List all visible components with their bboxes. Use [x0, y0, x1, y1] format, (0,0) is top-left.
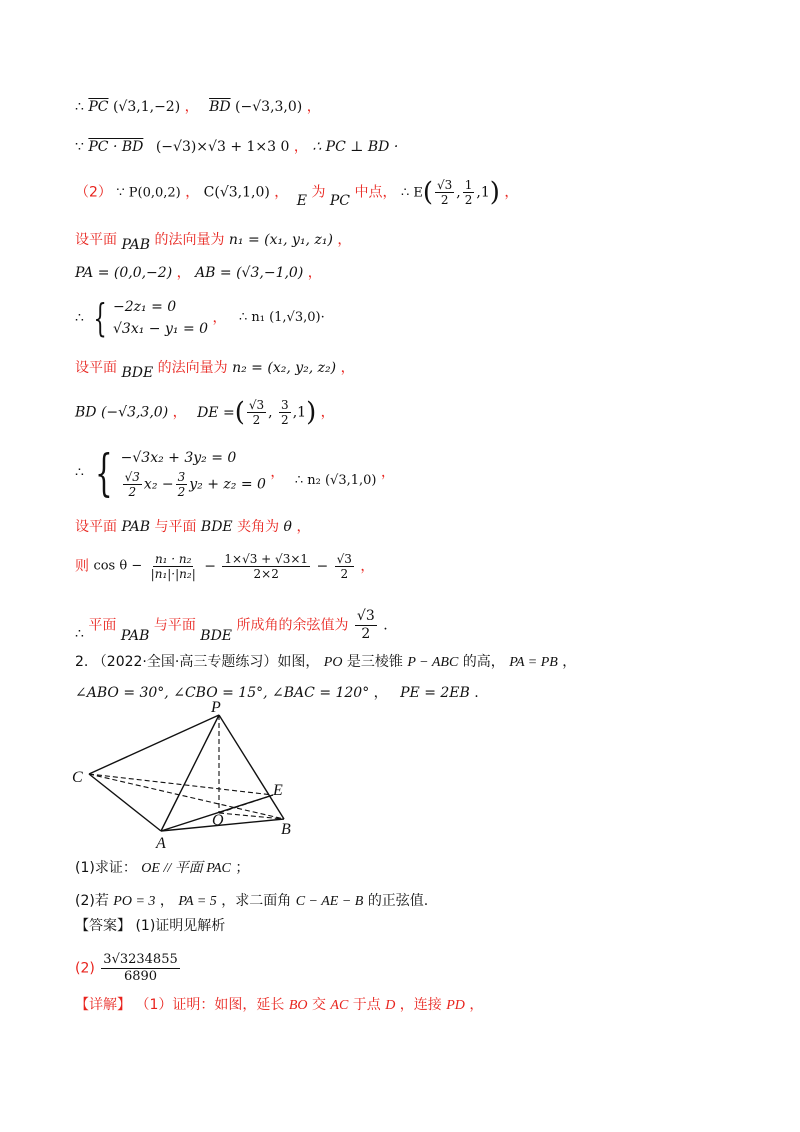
therefore-symbol: ∴: [75, 310, 84, 326]
equation: −2z₁ = 0: [113, 299, 177, 315]
frac-num: √3: [356, 608, 375, 624]
equation: √3x₁ − y₁ = 0: [113, 321, 209, 337]
plane-pab: PAB: [120, 627, 150, 644]
segment-pc: PC: [329, 192, 351, 209]
segment-pd: PD: [446, 998, 465, 1013]
label-e: E: [273, 782, 283, 799]
plane-pab: PAB: [121, 237, 150, 253]
vector-pc-value: (√3,1,−2): [112, 99, 181, 115]
comma: ，: [274, 184, 289, 201]
minus: −: [316, 558, 329, 575]
equation-system-1: [113, 296, 208, 340]
dot-product-calc: (−√3)×√3 + 1×3 0: [155, 139, 290, 155]
answer-line-2: [75, 952, 182, 985]
frac-num: 3: [281, 398, 289, 412]
segment-po: PO: [323, 655, 343, 670]
frac-den: 2: [361, 626, 371, 642]
coord-z: 1: [480, 184, 490, 201]
equation: −√3x₂ + 3y₂ = 0: [120, 450, 237, 466]
comma: ，: [320, 404, 335, 421]
comma: ，: [380, 464, 395, 481]
dot-product: PC · BD: [88, 139, 144, 155]
solution-line-7: [75, 358, 355, 381]
midpoint-text: 中点，: [354, 184, 397, 201]
text: 于点: [352, 997, 381, 1013]
vector-ab: AB = (√3,−1,0): [195, 265, 304, 281]
therefore-symbol: ∴: [75, 625, 84, 642]
comma: ，: [337, 232, 352, 248]
text: （1）证明：如图，延长: [135, 997, 285, 1013]
because-symbol: ∵: [75, 139, 84, 155]
question-1: [75, 858, 249, 879]
plane-bde: BDE: [121, 365, 154, 381]
text-set-plane: 设平面: [75, 360, 117, 376]
equation-system-2: [121, 446, 266, 499]
word-wei: 为: [311, 184, 326, 201]
solution-line-2: [75, 137, 398, 157]
label-b: B: [281, 821, 291, 838]
plane-pab: PAB: [121, 519, 150, 535]
text-cosine-result: 所成角的余弦值为: [236, 617, 349, 634]
frac-num: 1: [464, 178, 473, 192]
detail-line: [75, 995, 483, 1016]
solution-line-11: [75, 552, 374, 581]
vector-bd: BD (−√3,3,0): [75, 404, 169, 421]
part-2-label: （2）: [75, 184, 112, 201]
frac-den: 2: [177, 485, 186, 499]
question-1-statement: OE // 平面 PAC: [141, 861, 231, 876]
frac-num: n₁ · n₂: [154, 552, 192, 566]
text: ，连接: [399, 997, 442, 1013]
frac-den: 2: [340, 567, 349, 581]
solution-line-4: [75, 230, 352, 253]
pyramid-pabc: P − ABC: [407, 655, 459, 670]
point-e: E: [296, 192, 307, 209]
frac-den: 2: [464, 193, 473, 207]
text: ，: [373, 685, 388, 701]
therefore-symbol: ∴: [75, 464, 84, 481]
edge-cp: [89, 715, 219, 774]
text-angle: 夹角为: [237, 519, 280, 535]
plane-bde: BDE: [200, 627, 233, 644]
vector-bd-value: (−√3,3,0): [235, 99, 303, 115]
frac-den: 2: [128, 485, 137, 499]
answer-denominator: 6890: [123, 969, 158, 984]
frac-num: 1×√3 + √3×1: [224, 552, 309, 566]
point-p: ∵ P(0,0,2): [116, 185, 181, 201]
pyramid-figure: [60, 698, 320, 858]
vector-bd: $\overline{BD}$: [209, 99, 231, 115]
comma: ，: [159, 893, 174, 909]
comma: ，: [340, 360, 355, 376]
label-o: O: [212, 812, 224, 829]
condition-po: PO = 3: [113, 894, 156, 909]
answer-line-1: [75, 916, 225, 936]
text-and-plane: 与平面: [153, 617, 196, 634]
frac-den: 2×2: [253, 567, 279, 581]
question-1-label: (1)求证：: [75, 860, 137, 876]
comma: ，: [185, 184, 200, 201]
angle-conditions: ∠ABO = 30°, ∠CBO = 15°, ∠BAC = 120°: [75, 685, 370, 701]
frac-num: √3: [124, 470, 140, 484]
problem-2-header: [75, 652, 576, 673]
n1-result: ∴ n₁ (1,√3,0)·: [238, 310, 325, 325]
solution-line-12: [75, 608, 388, 643]
comma: ，: [293, 139, 308, 155]
solution-line-9: ∴ { −√3x₂ + 3y₂ = 0 $\frac{√3}{2}$ x₂ − $\frac{3}{2}$ y₂ + z₂ = 0 ， ∴ n₂ (√3,1,0) ，: [75, 443, 395, 502]
plane-bde: BDE: [200, 519, 233, 535]
point-c: C(√3,1,0): [203, 184, 270, 201]
comma: ，: [307, 265, 322, 281]
normal-vector-n2: n₂ = (x₂, y₂, z₂): [232, 360, 337, 376]
detail-label: 【详解】: [75, 997, 131, 1013]
edge-pb: [219, 715, 284, 819]
problem-2-source: 2. （2022·全国·高三专题练习）如图，: [75, 654, 320, 670]
perpendicular-conclusion: ∴ PC ⊥ BD ·: [312, 139, 399, 155]
text: 交: [311, 997, 326, 1013]
label-p: P: [211, 699, 221, 716]
solution-line-10: [75, 517, 310, 537]
semicolon: ；: [235, 860, 250, 876]
text: ，求二面角: [221, 893, 292, 909]
text: ，: [562, 654, 577, 670]
minus: −: [204, 558, 216, 575]
comma: ，: [270, 464, 285, 481]
answer-numerator: 3√3234855: [103, 952, 178, 967]
cos-theta: cos θ −: [93, 558, 143, 574]
text-then: 则: [75, 558, 89, 575]
question-2: [75, 891, 428, 912]
solution-line-1: [75, 97, 321, 117]
text: 的正弦值.: [367, 893, 429, 909]
comma: ，: [212, 310, 227, 326]
text-normal-vector: 的法向量为: [157, 360, 228, 376]
segment-ac: AC: [330, 998, 349, 1013]
condition-pa-pb: PA = PB: [509, 655, 558, 670]
solution-line-5: [75, 263, 322, 283]
frac-den: 2: [252, 413, 261, 427]
label-c: C: [72, 769, 83, 786]
frac-den: 2: [440, 193, 449, 207]
text-normal-vector: 的法向量为: [154, 232, 225, 248]
question-2-label: (2)若: [75, 893, 109, 909]
frac-num: √3: [248, 398, 265, 412]
vector-de: DE =: [197, 404, 235, 421]
equation-part: x₂ −: [143, 476, 174, 493]
period: .: [474, 685, 479, 701]
label-a: A: [156, 835, 166, 852]
n2-result: ∴ n₂ (√3,1,0): [294, 472, 377, 488]
answer-part-2-label: (2): [75, 960, 95, 977]
comma: ，: [172, 404, 187, 421]
coord-z: 1: [297, 404, 307, 421]
segment-ob-hidden: [219, 813, 284, 819]
frac-num: 3: [177, 470, 186, 484]
point-e-result: ∴ E: [400, 185, 423, 201]
period: .: [383, 617, 388, 634]
text-set-plane: 设平面: [75, 232, 117, 248]
comma: ，: [296, 519, 311, 535]
frac-num: √3: [437, 178, 453, 192]
solution-line-6: ∴ { −2z₁ = 0 √3x₁ − y₁ = 0 ， ∴ n₁ (1,√3,0)·: [75, 296, 325, 340]
text-set-plane: 设平面: [75, 519, 117, 535]
theta: θ: [283, 519, 292, 535]
comma: ，: [176, 265, 191, 281]
comma: ，: [360, 558, 375, 575]
solution-line-3: （2） ∵ P(0,0,2) ， C(√3,1,0) ， E 为 PC 中点， ∴ E( $\frac{√3}{2}$ , $\frac{1}{2}$ ,1) ，: [75, 177, 519, 209]
text-plane: 平面: [88, 617, 117, 634]
segment-bo: BO: [288, 998, 308, 1013]
vector-pc: $\overline{PC}$: [88, 99, 109, 115]
text: 是三棱锥: [346, 654, 403, 670]
comma: ，: [504, 184, 519, 201]
comma: ，: [469, 997, 484, 1013]
condition-pe-eb: PE = 2EB: [400, 685, 470, 701]
normal-vector-n1: n₁ = (x₁, y₁, z₁): [228, 232, 333, 248]
edge-ap: [161, 715, 219, 831]
point-d: D: [385, 998, 396, 1013]
frac-num: √3: [336, 552, 352, 566]
condition-pa: PA = 5: [178, 894, 217, 909]
solution-line-8: BD (−√3,3,0) ， DE =( $\frac{√3}{2}$ , $\frac{3}{2}$ ,1) ，: [75, 397, 335, 428]
vector-pa: PA = (0,0,−2): [75, 265, 173, 281]
therefore-symbol: ∴: [75, 99, 84, 115]
text: 的高，: [462, 654, 505, 670]
answer-part-1: (1)证明见解析: [135, 918, 226, 934]
text-and-plane: 与平面: [154, 519, 197, 535]
frac-den: 2: [281, 413, 289, 427]
comma: ，: [184, 99, 199, 115]
frac-den: |n₁|·|n₂|: [150, 567, 196, 581]
dihedral-angle: C − AE − B: [295, 894, 364, 909]
comma: ，: [306, 99, 321, 115]
edge-ca: [89, 774, 161, 831]
answer-label: 【答案】: [75, 918, 131, 934]
equation-part: y₂ + z₂ = 0: [189, 476, 266, 493]
